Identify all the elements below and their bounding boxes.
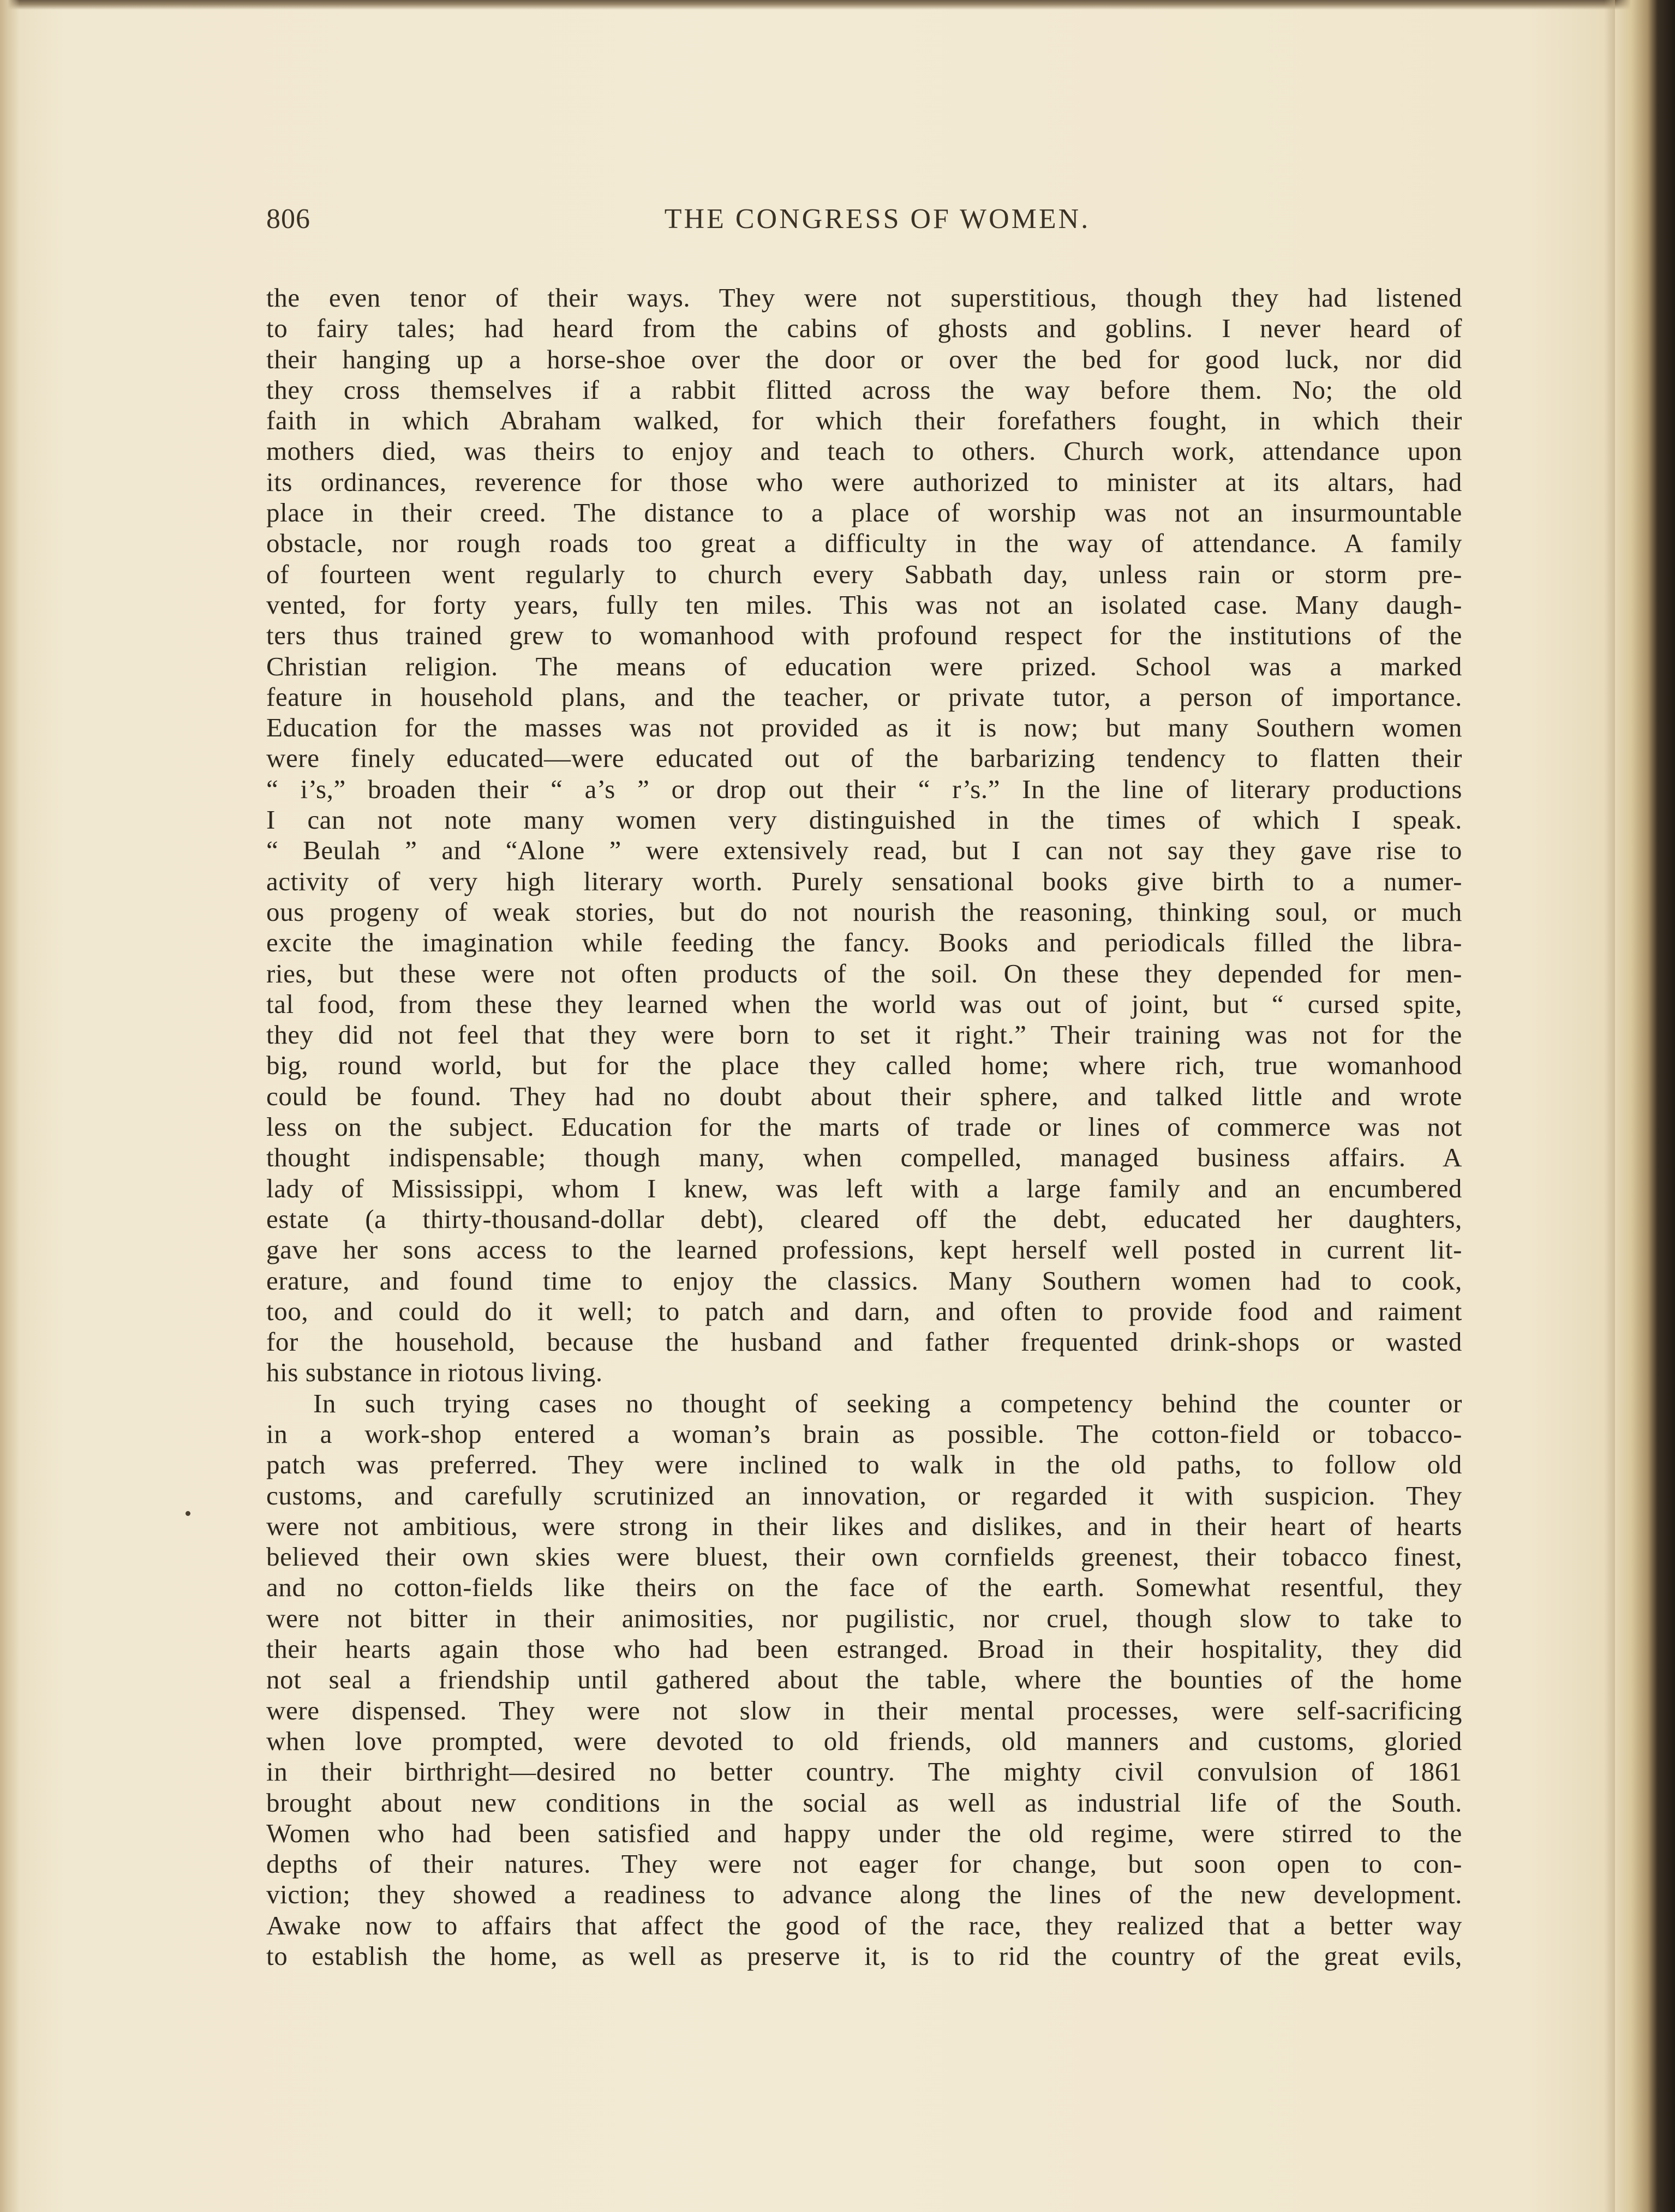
text-line: were dispensed. They were not slow in their mental processes, were self-sacrificing [266,1695,1462,1725]
text-line: obstacle, nor rough roads too great a difficulty in the way of attendance. A family [266,528,1462,559]
text-line: feature in household plans, and the teacher, or private tutor, a person of importance. [266,681,1462,712]
text-line: his substance in riotous living. [266,1357,603,1388]
text-line: viction; they showed a readiness to advance along the lines of the new development. [266,1879,1462,1910]
text-line: tal food, from these they learned when the world was out of joint, but “ cursed spite, [266,988,1462,1019]
text-line: “ Beulah ” and “Alone ” were extensively read, but I can not say they gave rise to [266,835,1462,866]
text-line: believed their own skies were bluest, their own cornfields greenest, their tobacco finest, [266,1542,1462,1572]
text-line: Christian religion. The means of education were prized. School was a marked [266,651,1462,681]
text-line: estate (a thirty-thousand-dollar debt), cleared off the debt, educated her daughters, [266,1203,1462,1234]
text-line: less on the subject. Education for the marts of trade or lines of commerce was not [266,1112,1462,1142]
text-line: I can not note many women very distinguished in the times of which I speak. [266,805,1462,835]
text-line: vented, for forty years, fully ten miles. This was not an isolated case. Many daugh- [266,589,1462,620]
text-line: patch was preferred. They were inclined to walk in the old paths, to follow old [266,1449,1462,1480]
text-line: they did not feel that they were born to set it right.” Their training was not for the [266,1020,1462,1050]
text-line: erature, and found time to enjoy the classics. Many Southern women had to cook, [266,1265,1462,1296]
text-line: faith in which Abraham walked, for which their forefathers fought, in which their [266,405,1462,436]
text-line: to fairy tales; had heard from the cabins of ghosts and goblins. I never heard of [266,313,1462,344]
text-line: in their birthright—desired no better country. The mighty civil convulsion of 1861 [266,1757,1462,1787]
text-line: In such trying cases no thought of seeking a competency behind the counter or [313,1388,1462,1418]
running-head: THE CONGRESS OF WOMEN. [664,203,1091,235]
text-line: thought indispensable; though many, when compelled, managed business affairs. A [266,1142,1462,1173]
text-line: Education for the masses was not provided as it is now; but many Southern women [266,712,1462,743]
text-line: depths of their natures. They were not eager for change, but soon open to con- [266,1849,1462,1879]
text-line: Awake now to affairs that affect the good of the race, they realized that a better way [266,1910,1462,1940]
text-line: mothers died, was theirs to enjoy and teach to others. Church work, attendance upon [266,436,1462,466]
text-line: ous progeny of weak stories, but do not nourish the reasoning, thinking soul, or much [266,896,1462,927]
text-line: brought about new conditions in the social as well as industrial life of the South. [266,1787,1462,1818]
text-line: could be found. They had no doubt about their sphere, and talked little and wrote [266,1081,1462,1111]
text-line: for the household, because the husband and father frequented drink-shops or wasted [266,1327,1462,1357]
text-line: when love prompted, were devoted to old friends, old manners and customs, gloried [266,1725,1462,1756]
text-line: ters thus trained grew to womanhood with profound respect for the institutions of the [266,620,1462,651]
text-line: they cross themselves if a rabbit flitted across the way before them. No; the old [266,374,1462,405]
page-binding-edge [0,0,20,2212]
text-line: its ordinances, reverence for those who were authorized to minister at its altars, had [266,466,1462,497]
text-line: ries, but these were not often products of the soil. On these they depended for men- [266,958,1462,988]
page-top-edge [0,0,1675,10]
text-line: too, and could do it well; to patch and darn, and often to provide food and raiment [266,1296,1462,1326]
text-line: their hearts again those who had been estranged. Broad in their hospitality, they did [266,1634,1462,1664]
text-line: in a work-shop entered a woman’s brain as possible. The cotton-field or tobacco- [266,1418,1462,1449]
text-line: of fourteen went regularly to church every Sabbath day, unless rain or storm pre- [266,559,1462,589]
text-line: gave her sons access to the learned professions, kept herself well posted in current lit- [266,1234,1462,1265]
page-number: 806 [266,203,310,235]
text-line: big, round world, but for the place they called home; where rich, true womanhood [266,1050,1462,1081]
text-line: were not ambitious, were strong in their likes and dislikes, and in their heart of hearts [266,1510,1462,1541]
text-line: customs, and carefully scrutinized an innovation, or regarded it with suspicion. They [266,1480,1462,1510]
page-fold-shadow [1604,0,1615,2212]
text-line: excite the imagination while feeding the fancy. Books and periodicals filled the libra- [266,927,1462,958]
page-header [266,203,1462,241]
text-line: and no cotton-fields like theirs on the face of the earth. Somewhat resentful, they [266,1572,1462,1603]
text-line: Women who had been satisfied and happy under the old regime, were stirred to the [266,1818,1462,1848]
text-line: not seal a friendship until gathered about the table, where the bounties of the home [266,1664,1462,1695]
text-line: the even tenor of their ways. They were not superstitious, though they had listened [266,283,1462,313]
text-line: to establish the home, as well as preserve it, is to rid the country of the great evils, [266,1941,1462,1971]
text-line: their hanging up a horse-shoe over the door or over the bed for good luck, nor did [266,344,1462,374]
text-line: were not bitter in their animosities, nor pugilistic, nor cruel, though slow to take to [266,1603,1462,1633]
text-line: activity of very high literary worth. Purely sensational books give birth to a numer- [266,866,1462,896]
body-text [266,283,1462,1971]
ink-spot [186,1511,190,1516]
text-line: lady of Mississippi, whom I knew, was left with a large family and an encumbered [266,1173,1462,1203]
text-line: “ i’s,” broaden their “ a’s ” or drop out their “ r’s.” In the line of literary productions [266,774,1462,804]
book-cover-edge [1615,0,1675,2212]
text-line: were finely educated—were educated out of the barbarizing tendency to flatten their [266,743,1462,774]
text-line: place in their creed. The distance to a place of worship was not an insurmountable [266,497,1462,528]
